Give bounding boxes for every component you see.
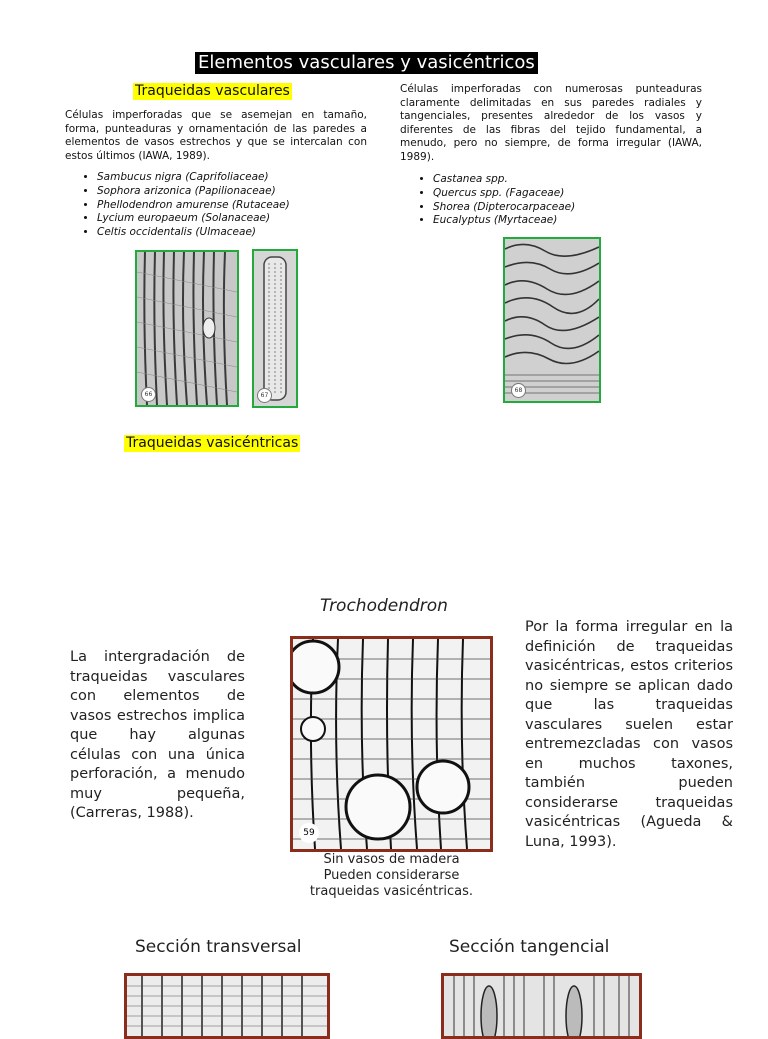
figure-number-66: 66 <box>141 387 156 402</box>
list-item: • Lycium europaeum (Solanaceae) <box>97 212 387 226</box>
micrograph-67 <box>252 249 298 408</box>
micrograph-66 <box>135 250 239 407</box>
micrograph-68 <box>503 237 601 403</box>
list-item: • Sophora arizonica (Papilionaceae) <box>97 185 387 199</box>
heading-vasicentric-tracheids: Traqueidas vasicéntricas <box>126 435 299 451</box>
figure-number-68: 68 <box>511 383 526 398</box>
micrograph-tangential <box>441 973 642 1039</box>
list-item: • Phellodendron amurense (Rutaceae) <box>97 199 387 213</box>
page-title: Elementos vasculares y vasicéntricos <box>195 52 538 74</box>
heading-vascular-tracheids: Traqueidas vasculares <box>135 83 290 99</box>
list-item: • Celtis occidentalis (Ulmaceae) <box>97 226 387 240</box>
list-item: • Sambucus nigra (Caprifoliaceae) <box>97 171 387 185</box>
micrograph-caption <box>290 852 493 900</box>
section-tangential-label: Sección tangencial <box>449 937 610 957</box>
caption-line: Sin vasos de madera <box>323 852 460 867</box>
irregular-form-text: Por la forma irregular en la definición de traqueidas vasicéntricas, estos criterios no siempre se aplican dado que las traqueidas vasculares suelen estar entremezcladas con vasos en muchos taxones, también pueden considerarse traqueidas vasicéntricas (Agueda & Luna, 1993). <box>525 619 733 850</box>
caption-line: Pueden considerarse <box>323 868 460 883</box>
list-item: • Shorea (Dipterocarpaceae) <box>433 201 723 215</box>
intergradation-text: La intergradación de traqueidas vasculares con elementos de vasos estrechos implica que hay algunas células con una única perforación, a menudo muy pequeña, (Carreras, 1988). <box>70 649 245 821</box>
figure-number-67: 67 <box>257 388 272 403</box>
list-item: • Castanea spp. <box>433 173 723 187</box>
caption-line: traqueidas vasicéntricas. <box>309 884 474 899</box>
list-item: • Eucalyptus (Myrtaceae) <box>433 214 723 228</box>
vasicentric-description: Células imperforadas con numerosas punteaduras claramente delimitadas en sus paredes radiales y tangenciales, presentes alrededor de los vasos y diferentes de las fibras del tejido fundamental, a menudo, pero no siempre, de forma irregular (IAWA, 1989). <box>400 83 702 163</box>
micrograph-59 <box>290 636 493 852</box>
list-item: • Quercus spp. (Fagaceae) <box>433 187 723 201</box>
section-transversal-label: Sección transversal <box>135 937 302 957</box>
micrograph-transversal <box>124 973 330 1039</box>
figure-number-59: 59 <box>299 823 319 843</box>
vasicentric-species-list <box>411 173 723 228</box>
vascular-species-list <box>75 171 387 240</box>
genus-label: Trochodendron <box>320 596 448 616</box>
vascular-description: Células imperforadas que se asemejan en tamaño, forma, punteaduras y ornamentación de las paredes a elementos de vasos estrechos y que se intercalan con estos últimos (IAWA, 1989). <box>65 109 367 162</box>
